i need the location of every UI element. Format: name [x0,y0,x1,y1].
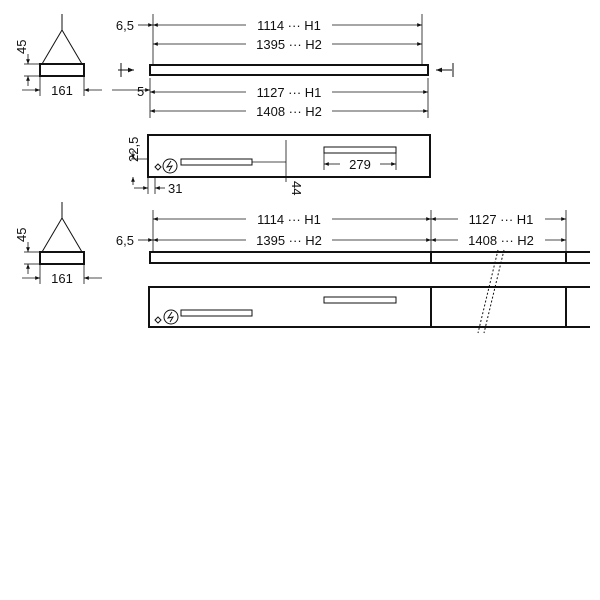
dim-279-label: 279 [349,157,371,172]
pendant-width-label-2: 161 [51,271,73,286]
offset-6-5-label: 6,5 [115,18,134,33]
pendant-width-label: 161 [51,83,73,98]
dim-31-label: 31 [168,181,183,196]
pendant-end-view-bottom [14,202,102,286]
pendant-end-view-top [14,14,102,98]
dim-1114-h1-label-2: 1114 ··· H1 [257,212,321,227]
offset-6-5-label-2: 6,5 [115,233,134,248]
dim-1395-h2-label: 1395 ··· H2 [256,37,322,52]
luminaire-bottom-view-top [126,135,430,196]
earth-symbol-icon-2 [155,317,161,323]
pendant-height-label: 45 [14,39,29,54]
pendant-height-label-2: 45 [14,227,29,242]
dim-1408-h2-label: 1408 ··· H2 [256,104,322,119]
dim-1114-h1-label: 1114 ··· H1 [257,18,321,33]
luminaire-side-view-top [112,14,453,119]
dim-1127-h1-next-label: 1127 ··· H1 [468,212,534,227]
dim-22-5-label: 22,5 [126,136,141,162]
dim-1395-h2-label-2: 1395 ··· H2 [256,233,322,248]
end-offset-5-label: 5 [137,84,145,99]
earth-symbol-icon [155,164,161,170]
dim-1127-h1-label: 1127 ··· H1 [256,85,322,100]
dim-44-label: 44 [289,181,304,196]
continuous-row-side-view [116,210,590,263]
dim-1408-h2-next-label: 1408 ··· H2 [468,233,534,248]
